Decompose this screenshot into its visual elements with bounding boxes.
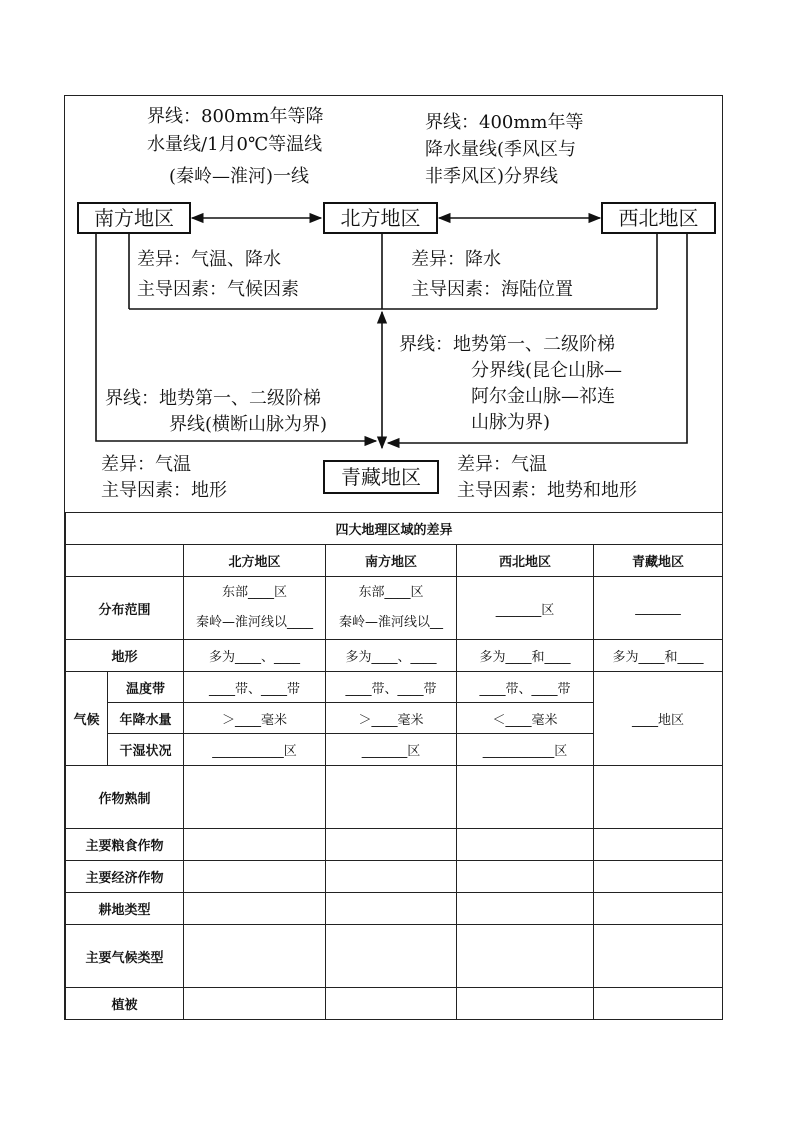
precip-northwest: ＜____毫米: [457, 703, 594, 734]
climate-type-north: [184, 925, 326, 988]
temp-north: ____带、____带: [184, 672, 326, 703]
climate-type-label: 主要气候类型: [66, 925, 184, 988]
grain-crop-south: [326, 829, 457, 861]
top-right-note-line-3: 非季风区)分界线: [425, 166, 559, 187]
northwest-region-box: 西北地区: [601, 202, 716, 234]
terrain-northwest: 多为____和____: [457, 640, 594, 672]
crop-system-south: [326, 766, 457, 829]
crop-system-row: [66, 766, 723, 829]
cash-crop-northwest: [457, 861, 594, 893]
right-boundary-line-3: 阿尔金山脉—祁连: [471, 386, 615, 407]
page-frame: [64, 95, 723, 1020]
terrain-south: 多为____、____: [326, 640, 457, 672]
vegetation-row: [66, 988, 723, 1020]
vegetation-northwest: [457, 988, 594, 1020]
temp-label: 温度带: [108, 672, 184, 703]
top-left-note-line-3: (秦岭—淮河)一线: [169, 166, 310, 187]
temp-south: ____带、____带: [326, 672, 457, 703]
qingzang-region-box: 青藏地区: [323, 460, 439, 494]
bottom-right-diff: 差异：气温: [457, 454, 547, 475]
distribution-south-line-1: 东部____区: [358, 585, 424, 600]
vegetation-qingzang: [594, 988, 723, 1020]
top-right-note-line-1: 界线：400mm年等: [425, 112, 584, 133]
climate-qingzang: ____地区: [594, 672, 723, 766]
temp-northwest: ____带、____带: [457, 672, 594, 703]
farmland-south: [326, 893, 457, 925]
north-northwest-diff: 差异：降水: [411, 249, 501, 270]
left-boundary-line-2: 界线(横断山脉为界): [169, 414, 328, 435]
table-title: 四大地理区域的差异: [66, 513, 723, 545]
top-left-note-line-2: 水量线/1月0℃等温线: [147, 134, 323, 155]
cash-crop-row: [66, 861, 723, 893]
south-north-factor: 主导因素：气候因素: [137, 279, 299, 300]
header-north: 北方地区: [184, 545, 326, 577]
grain-crop-label: 主要粮食作物: [66, 829, 184, 861]
terrain-north: 多为____、____: [184, 640, 326, 672]
header-northwest: 西北地区: [457, 545, 594, 577]
top-left-note-line-1: 界线：800mm年等降: [147, 106, 324, 127]
bottom-left-diff: 差异：气温: [101, 454, 191, 475]
precip-north: ＞____毫米: [184, 703, 326, 734]
climate-temp-row: [66, 672, 723, 703]
dryness-south: _______区: [326, 734, 457, 766]
vegetation-label: 植被: [66, 988, 184, 1020]
south-north-diff: 差异：气温、降水: [137, 249, 281, 270]
climate-label: 气候: [66, 672, 108, 766]
grain-crop-row: [66, 829, 723, 861]
cash-crop-label: 主要经济作物: [66, 861, 184, 893]
climate-type-row: [66, 925, 723, 988]
precip-south: ＞____毫米: [326, 703, 457, 734]
south-region-box: 南方地区: [77, 202, 191, 234]
vegetation-north: [184, 988, 326, 1020]
cash-crop-north: [184, 861, 326, 893]
farmland-label: 耕地类型: [66, 893, 184, 925]
region-diagram: [65, 96, 724, 512]
crop-system-northwest: [457, 766, 594, 829]
bottom-left-factor: 主导因素：地形: [101, 480, 227, 501]
farmland-row: [66, 893, 723, 925]
left-boundary-line-1: 界线：地势第一、二级阶梯: [105, 388, 321, 409]
cash-crop-south: [326, 861, 457, 893]
crop-system-label: 作物熟制: [66, 766, 184, 829]
grain-crop-north: [184, 829, 326, 861]
north-region-box: 北方地区: [323, 202, 438, 234]
distribution-northwest: _______区: [457, 577, 594, 640]
climate-type-qingzang: [594, 925, 723, 988]
header-qingzang: 青藏地区: [594, 545, 723, 577]
farmland-north: [184, 893, 326, 925]
distribution-south-line-2: 秦岭—淮河线以__: [338, 615, 443, 630]
distribution-south: [326, 577, 457, 640]
distribution-north-line-2: 秦岭—淮河线以____: [195, 615, 313, 630]
crop-system-north: [184, 766, 326, 829]
cash-crop-qingzang: [594, 861, 723, 893]
table-header-row: [66, 545, 723, 577]
region-comparison-table: [65, 512, 723, 1020]
dryness-northwest: ___________区: [457, 734, 594, 766]
right-boundary-line-2: 分界线(昆仑山脉—: [471, 360, 623, 381]
distribution-north-line-1: 东部____区: [221, 585, 287, 600]
precip-label: 年降水量: [108, 703, 184, 734]
dryness-label: 干湿状况: [108, 734, 184, 766]
grain-crop-qingzang: [594, 829, 723, 861]
distribution-qingzang: _______: [594, 577, 723, 640]
farmland-northwest: [457, 893, 594, 925]
header-empty: [66, 545, 184, 577]
climate-type-south: [326, 925, 457, 988]
vegetation-south: [326, 988, 457, 1020]
dryness-north: ___________区: [184, 734, 326, 766]
distribution-label: 分布范围: [66, 577, 184, 640]
header-south: 南方地区: [326, 545, 457, 577]
distribution-north: [184, 577, 326, 640]
right-boundary-line-1: 界线：地势第一、二级阶梯: [399, 334, 615, 355]
farmland-qingzang: [594, 893, 723, 925]
top-right-note-line-2: 降水量线(季风区与: [425, 139, 577, 160]
terrain-qingzang: 多为____和____: [594, 640, 723, 672]
climate-type-northwest: [457, 925, 594, 988]
terrain-label: 地形: [66, 640, 184, 672]
north-northwest-factor: 主导因素：海陆位置: [411, 279, 573, 300]
crop-system-qingzang: [594, 766, 723, 829]
diagram-lines: [65, 96, 724, 512]
distribution-row: [66, 577, 723, 640]
terrain-row: [66, 640, 723, 672]
grain-crop-northwest: [457, 829, 594, 861]
right-boundary-line-4: 山脉为界): [471, 412, 551, 433]
bottom-right-factor: 主导因素：地势和地形: [457, 480, 637, 501]
